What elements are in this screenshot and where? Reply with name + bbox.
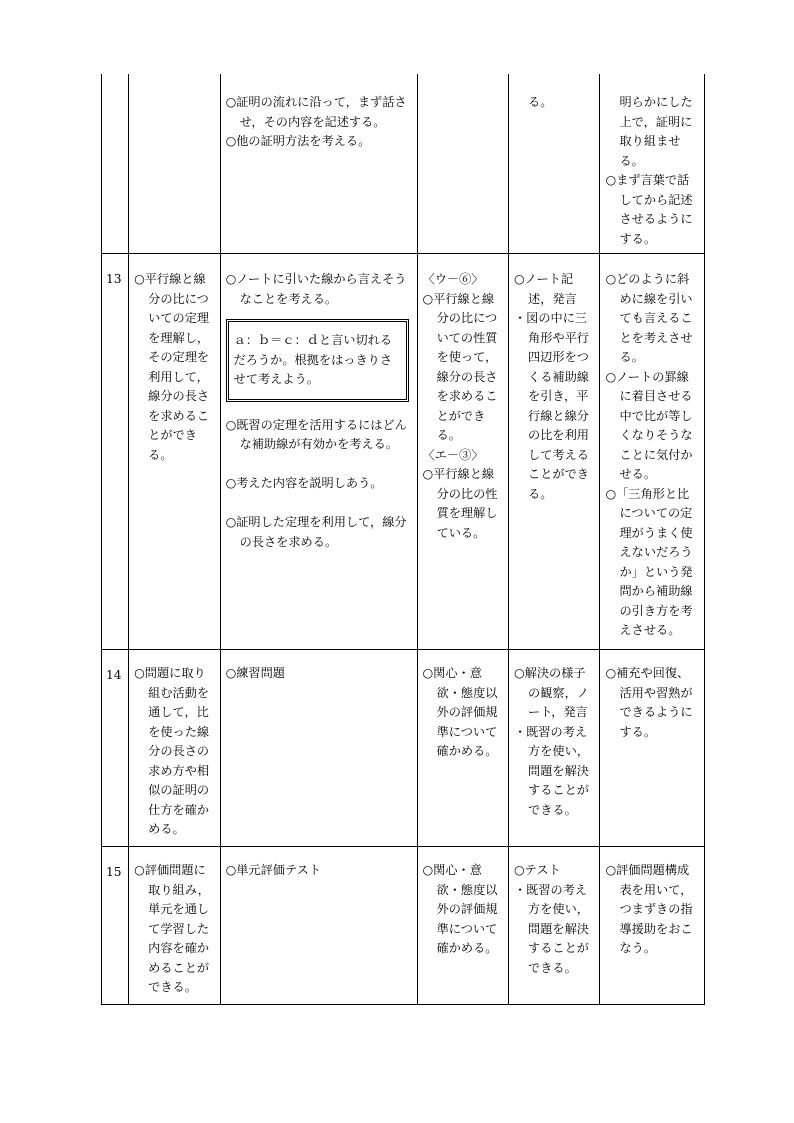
lesson-number: 13 xyxy=(102,254,129,650)
table-row xyxy=(102,650,705,847)
aim-cell xyxy=(129,650,220,847)
support-cell xyxy=(600,74,705,254)
support-item: 明らかにした上で，証明に取り組ませる。 xyxy=(619,95,693,168)
table-row xyxy=(102,74,705,254)
method-item: ○ノート記述，発言 xyxy=(514,272,577,306)
support-item: ○ノートの罫線に着目させる中で比が等しくなりそうなことに気付かせる。 xyxy=(605,369,693,481)
criteria-cell xyxy=(417,847,508,1005)
table-row xyxy=(102,254,705,650)
criteria-item: ○平行線と線分の比の性質を理解している。 xyxy=(422,467,498,540)
question-box xyxy=(226,319,409,402)
method-item: ・既習の考え方を使い，問題を解決することができる。 xyxy=(514,882,589,975)
criteria-item: ○関心・意欲・態度以外の評価規準について確かめる。 xyxy=(422,666,498,758)
support-cell xyxy=(600,254,705,650)
aim-cell xyxy=(129,74,220,254)
criteria-item: ○関心・意欲・態度以外の評価規準について確かめる。 xyxy=(422,863,498,955)
support-cell xyxy=(600,650,705,847)
criteria-item: ○平行線と線分の比についての性質を使って，線分の長さを求めることができる。 xyxy=(422,291,498,442)
activity-cell xyxy=(220,254,417,650)
support-item: ○評価問題構成表を用いて，つまずきの指導援助をおこなう。 xyxy=(605,863,693,955)
criteria-tag: 〈ウ－⑥〉 xyxy=(422,272,484,286)
aim-item: ○評価問題に取り組み，単元を通して学習した内容を確かめることができる。 xyxy=(134,863,210,994)
method-item: ○解決の様子の観察，ノート，発言 xyxy=(514,666,589,719)
method-item: ・図の中に三角形や平行四辺形をつくる補助線を引き，平行線と線分の比を利用して考えることができる。 xyxy=(514,311,589,501)
criteria-cell xyxy=(417,254,508,650)
method-cell xyxy=(509,847,600,1005)
method-cell xyxy=(509,254,600,650)
support-item: ○まず言葉で話してから記述させるようにする。 xyxy=(605,173,693,246)
lesson-number: 14 xyxy=(102,650,129,847)
criteria-cell xyxy=(417,74,508,254)
activity-item: ○他の証明方法を考える。 xyxy=(225,134,371,148)
method-item: ・既習の考え方を使い，問題を解決することができる。 xyxy=(514,724,589,817)
lesson-number xyxy=(102,74,129,254)
support-item: ○「三角形と比についての定理がうまく使えないだろうか」という発問から補助線の引き方を考えさせる。 xyxy=(605,486,693,637)
activity-item: ○練習問題 xyxy=(225,666,285,680)
activity-cell xyxy=(220,74,417,254)
activity-cell xyxy=(220,650,417,847)
activity-item: ○既習の定理を活用するにはどんな補助線が有効かを考える。 xyxy=(225,417,407,451)
activity-cell xyxy=(220,847,417,1005)
activity-item: ○ノートに引いた線から言えそうなことを考える。 xyxy=(225,272,407,306)
aim-item: ○平行線と線分の比についての定理を理解し，その定理を利用して，線分の長さを求めることができる。 xyxy=(134,272,210,462)
support-item: ○どのように斜めに線を引いても言えることを考えさせる。 xyxy=(605,272,693,364)
method-cell xyxy=(509,650,600,847)
method-cell xyxy=(509,74,600,254)
support-cell xyxy=(600,847,705,1005)
table-row xyxy=(102,847,705,1005)
criteria-cell xyxy=(417,650,508,847)
lesson-plan-table xyxy=(101,74,705,1005)
activity-item: ○証明した定理を利用して，線分の長さを求める。 xyxy=(225,515,407,549)
aim-cell xyxy=(129,847,220,1005)
criteria-tag: 〈エ－③〉 xyxy=(422,447,484,462)
question-text: ａ：ｂ＝ｃ：ｄと言い切れるだろうか。根拠をはっきりさせて考えよう。 xyxy=(233,333,393,386)
activity-item: ○単元評価テスト xyxy=(225,863,322,877)
method-item: る。 xyxy=(528,95,553,109)
lesson-number: 15 xyxy=(102,847,129,1005)
support-item: ○補充や回復、活用や習熟ができるようにする。 xyxy=(605,666,693,739)
method-item: ○テスト xyxy=(514,863,561,877)
activity-item: ○考えた内容を説明しあう。 xyxy=(225,476,383,490)
aim-item: ○問題に取り組む活動を通して，比を使った線分の長さの求め方や相似の証明の仕方を確かめる。 xyxy=(134,666,210,836)
activity-item: ○証明の流れに沿って，まず話させ，その内容を記述する。 xyxy=(225,95,407,129)
aim-cell xyxy=(129,254,220,650)
